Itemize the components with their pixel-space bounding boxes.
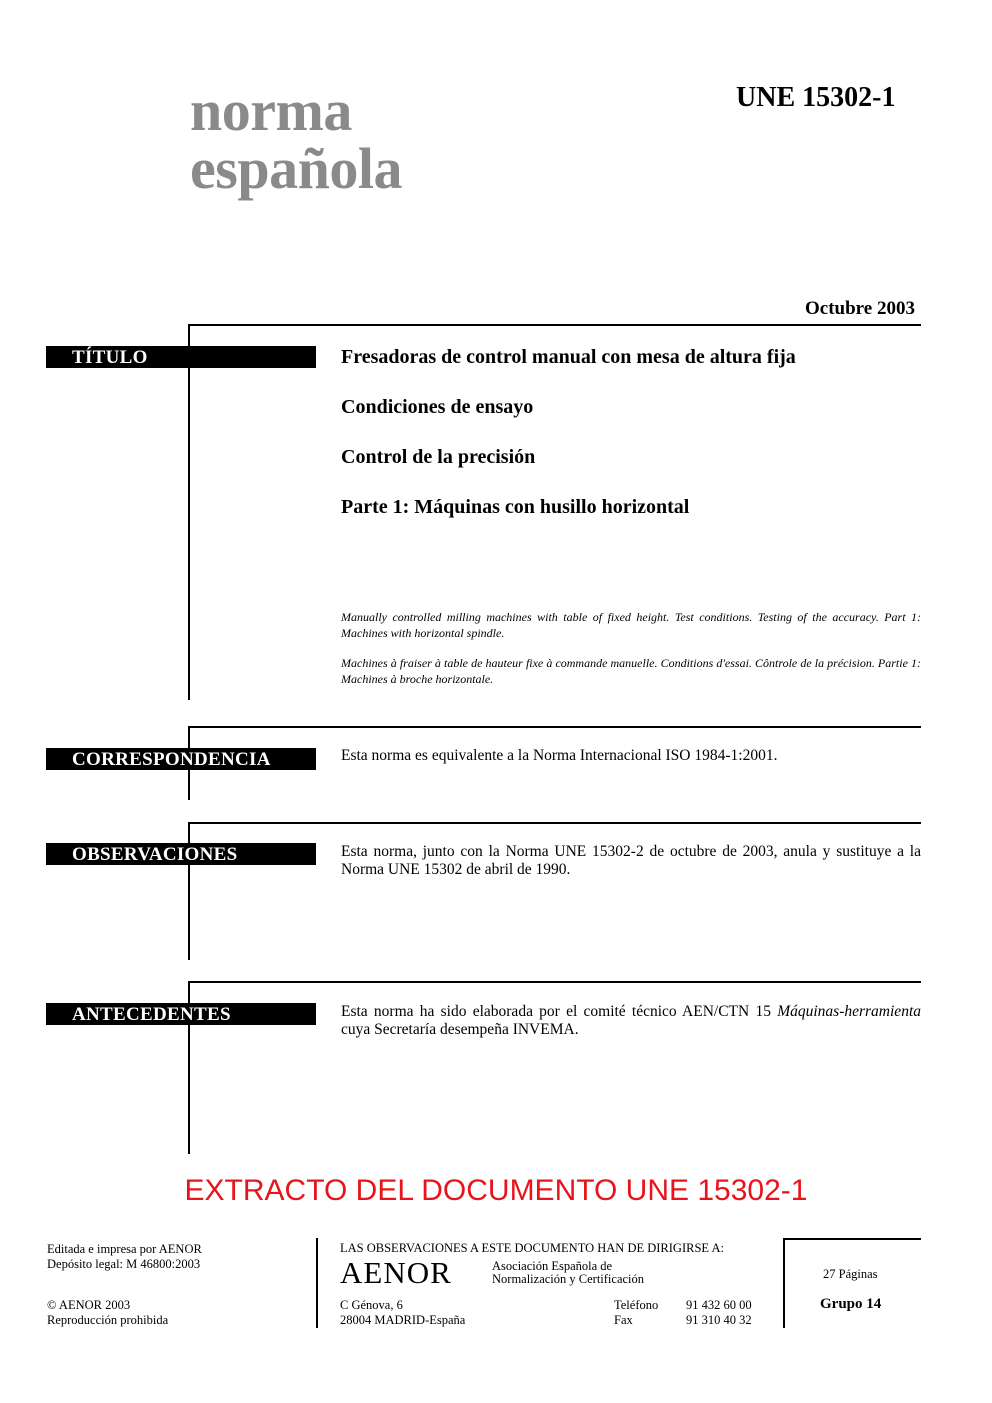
observaciones-top-rule: [188, 822, 921, 824]
observaciones-label: OBSERVACIONES: [46, 843, 316, 865]
antecedentes-label: ANTECEDENTES: [46, 1003, 316, 1025]
titulo-label: TÍTULO: [46, 346, 316, 368]
footer-fax-value: 91 310 40 32: [686, 1313, 752, 1327]
title-line-2: Condiciones de ensayo: [341, 396, 534, 418]
aenor-logo: AENOR: [340, 1255, 452, 1290]
french-title: Machines à fraiser à table de hauteur fixe à commande manuelle. Conditions d'essai. Côntrole de la précision. Partie 1: Machines à broche horizontale.: [341, 656, 921, 686]
antecedentes-top-rule: [188, 981, 921, 983]
footer-divider-left: [316, 1238, 318, 1328]
title-line-4: Parte 1: Máquinas con husillo horizontal: [341, 496, 690, 518]
price-group: Grupo 14: [820, 1296, 882, 1312]
antecedentes-text-after: cuya Secretaría desempeña INVEMA.: [341, 1021, 579, 1038]
header-title: [190, 78, 402, 201]
english-title: Manually controlled milling machines with table of fixed height. Test conditions. Testing of the accuracy. Part 1: Machines with horizontal spindle.: [341, 610, 921, 640]
page-count: 27 Páginas: [823, 1267, 878, 1281]
footer-fax-label: Fax: [614, 1313, 633, 1327]
association-line-1: Asociación Española de: [492, 1259, 613, 1273]
footer-address-line1: C Génova, 6: [340, 1298, 403, 1312]
antecedentes-text-before: Esta norma ha sido elaborada por el comité técnico AEN/CTN 15: [341, 1003, 778, 1020]
footer-deposit: Depósito legal: M 46800:2003: [47, 1257, 201, 1271]
document-date: Octubre 2003: [805, 298, 915, 319]
correspondencia-text: Esta norma es equivalente a la Norma Internacional ISO 1984-1:2001.: [341, 747, 778, 764]
footer-box-left-rule: [783, 1238, 785, 1328]
titulo-top-rule: [188, 324, 921, 326]
association-line-2: Normalización y Certificación: [492, 1272, 645, 1286]
header-title-line2: española: [190, 136, 402, 201]
titulo-vertical-rule: [188, 324, 190, 700]
footer-address-line2: 28004 MADRID-España: [340, 1313, 466, 1327]
document-code: UNE 15302-1: [736, 82, 896, 113]
footer-edited: Editada e impresa por AENOR: [47, 1242, 202, 1256]
footer-reproduction: Reproducción prohibida: [47, 1313, 169, 1327]
correspondencia-top-rule: [188, 726, 921, 728]
header-title-line1: norma: [190, 78, 352, 143]
observaciones-text: Esta norma, junto con la Norma UNE 15302-2 de octubre de 2003, anula y sustituye a la Norma UNE 15302 de abril de 1990.: [341, 843, 921, 878]
footer-box-top-rule: [783, 1238, 921, 1240]
footer-phone-value: 91 432 60 00: [686, 1298, 752, 1312]
extract-notice: EXTRACTO DEL DOCUMENTO UNE 15302-1: [184, 1174, 808, 1207]
antecedentes-text: [341, 1003, 921, 1039]
footer-phone-label: Teléfono: [614, 1298, 659, 1312]
antecedentes-text-italic: Máquinas-herramienta: [777, 1003, 921, 1020]
title-line-3: Control de la precisión: [341, 446, 536, 468]
aenor-association: [492, 1260, 644, 1286]
footer-observations-notice: LAS OBSERVACIONES A ESTE DOCUMENTO HAN DE DIRIGIRSE A:: [340, 1241, 724, 1255]
title-line-1: Fresadoras de control manual con mesa de altura fija: [341, 346, 796, 368]
footer-copyright: © AENOR 2003: [47, 1298, 131, 1312]
correspondencia-label: CORRESPONDENCIA: [46, 748, 316, 770]
